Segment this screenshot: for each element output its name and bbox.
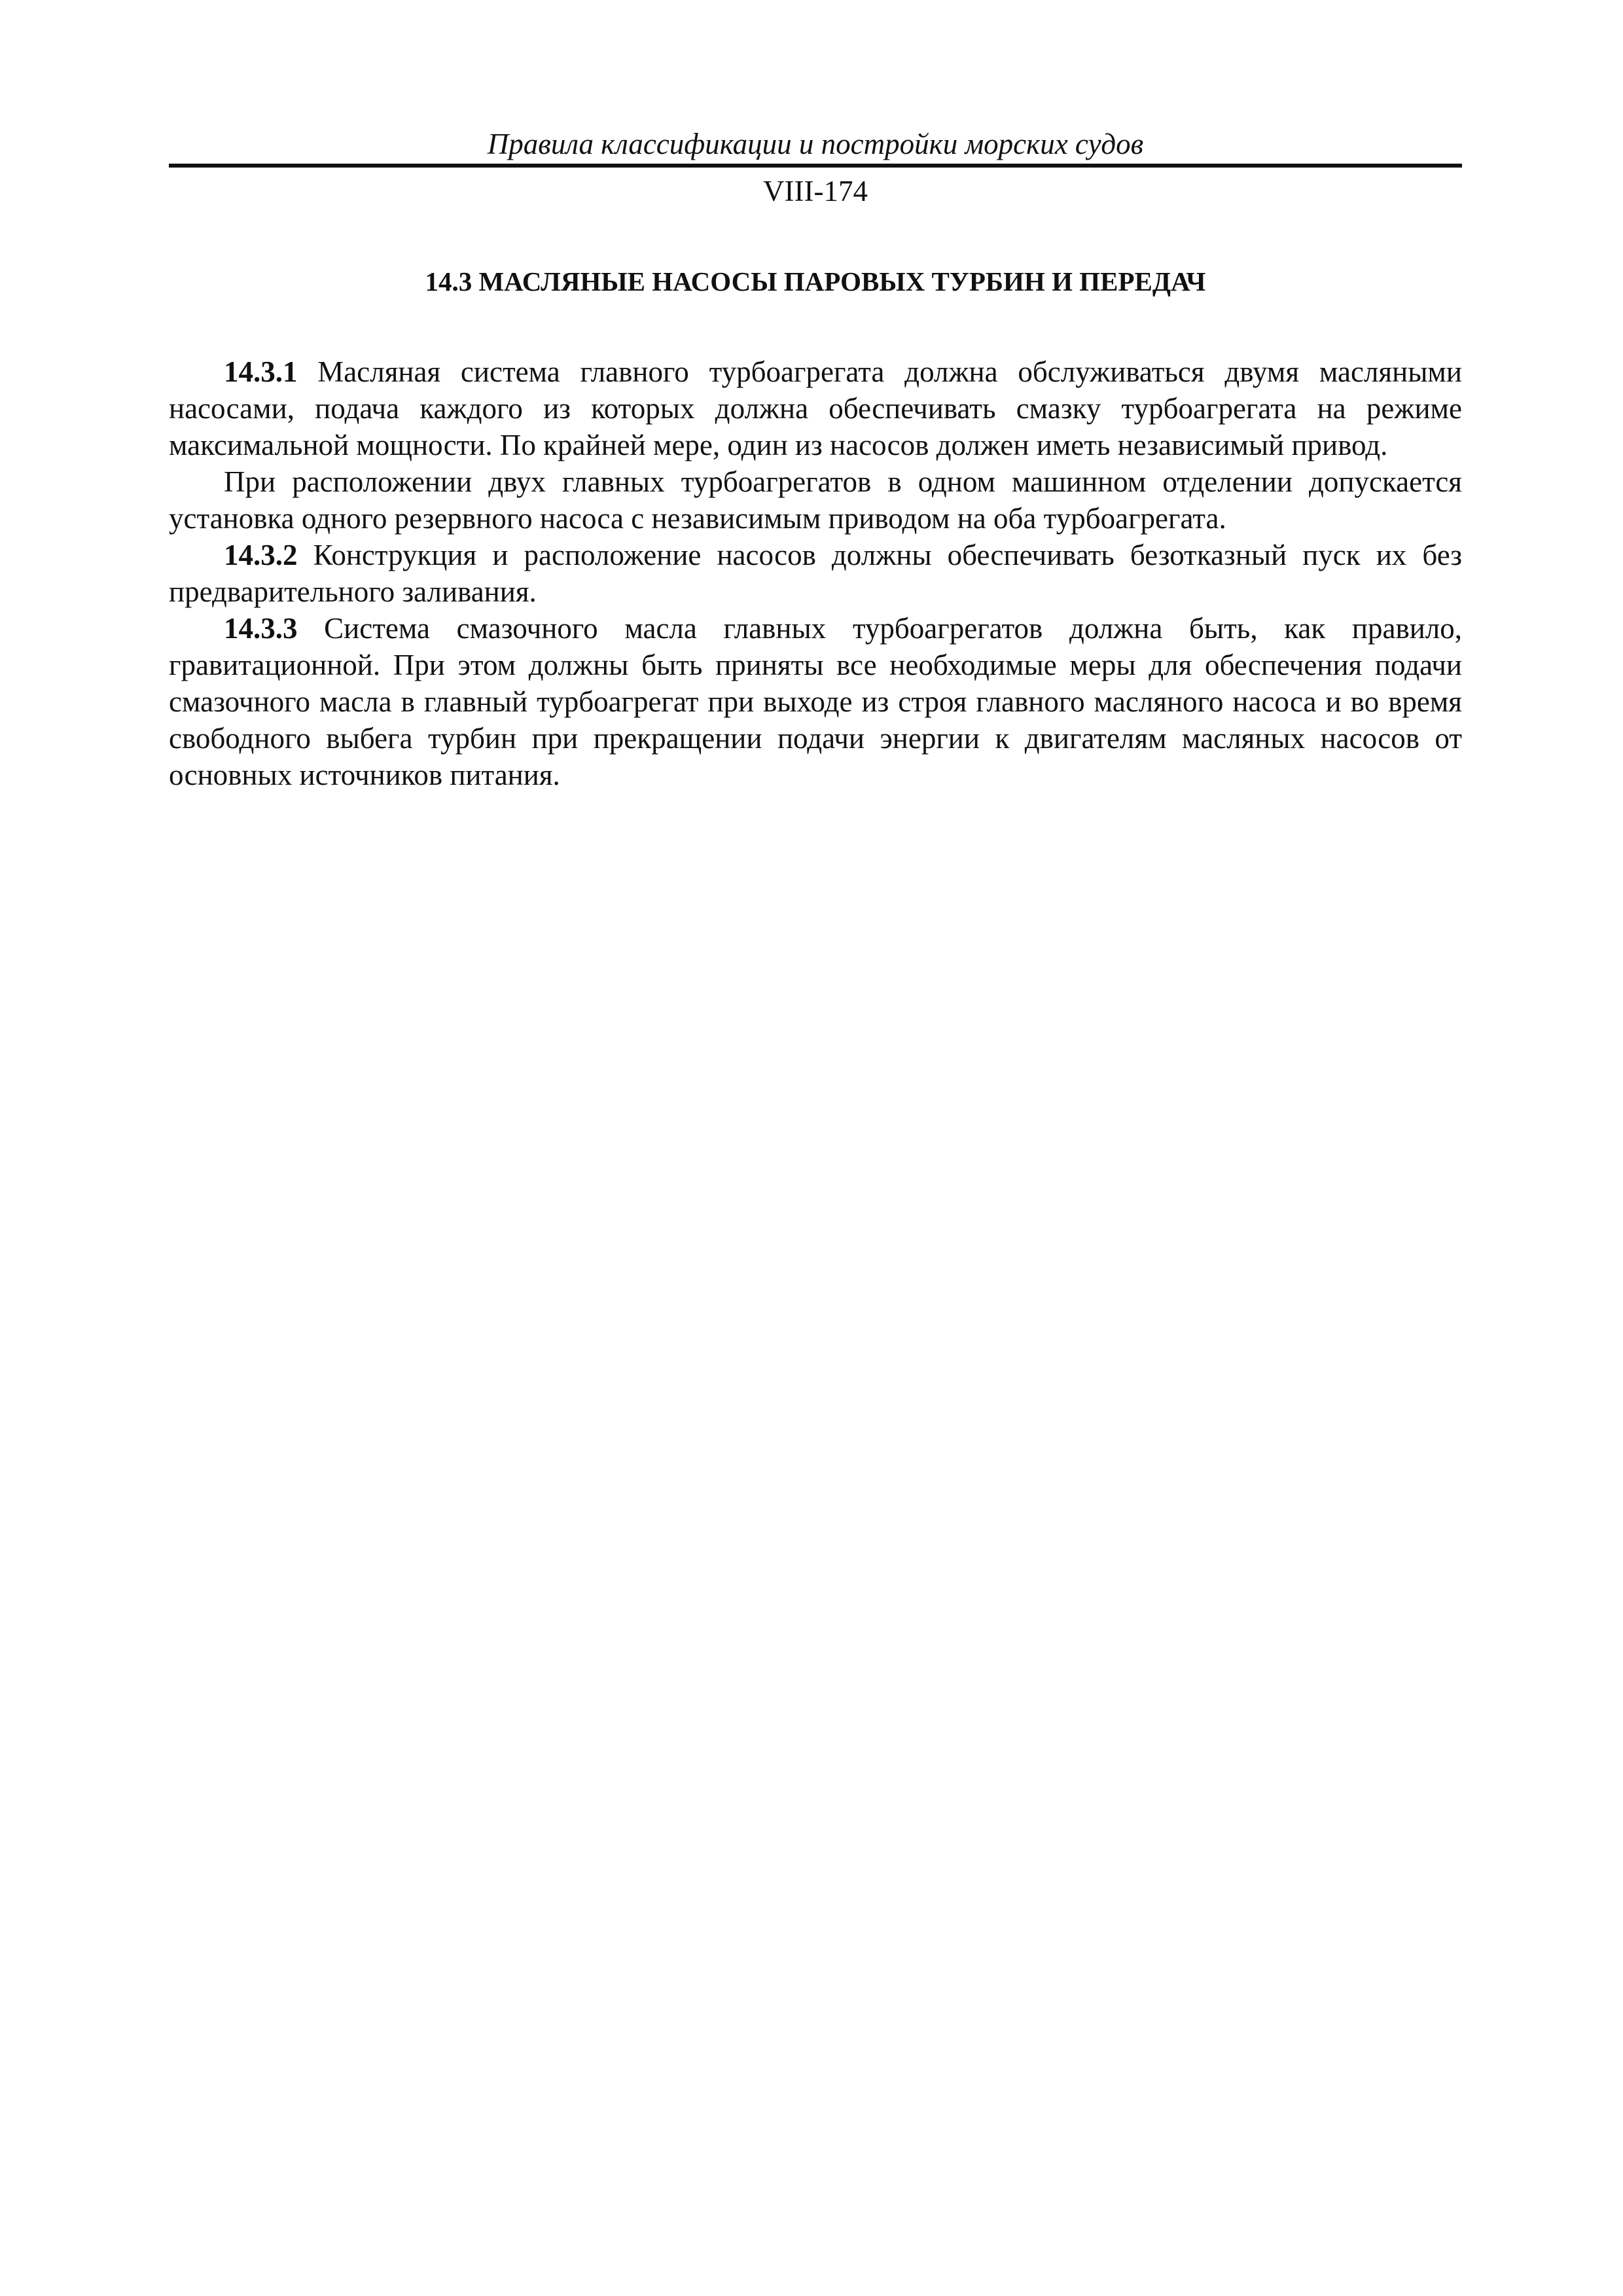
paragraph-14-3-1-continued [169, 463, 1462, 537]
document-page [169, 124, 1462, 793]
header-rule [169, 164, 1462, 168]
paragraph-number: 14.3.2 [224, 539, 298, 571]
paragraph-text: Масляная система главного турбоагрегата должна обслуживаться двумя масляными насосами, подача каждого из которых должна обеспечивать смазку турбоагрегата на режиме максимальной мощности. По крайней мере, один из насосов должен иметь независимый привод. [169, 355, 1462, 461]
document-body [169, 353, 1462, 793]
section-title: 14.3 МАСЛЯНЫЕ НАСОСЫ ПАРОВЫХ ТУРБИН И ПЕРЕДАЧ [425, 266, 1206, 296]
paragraph-14-3-3 [169, 610, 1462, 793]
running-title: Правила классификации и постройки морских судов [487, 128, 1144, 160]
paragraph-number: 14.3.3 [224, 612, 298, 645]
paragraph-number: 14.3.1 [224, 355, 298, 388]
paragraph-text: При расположении двух главных турбоагрегатов в одном машинном отделении допускается установка одного резервного насоса с независимым приводом на оба турбоагрегата. [169, 465, 1462, 535]
paragraph-14-3-2 [169, 537, 1462, 610]
paragraph-text: Конструкция и расположение насосов должны обеспечивать безотказный пуск их без предварительного заливания. [169, 539, 1462, 608]
paragraph-14-3-1 [169, 353, 1462, 463]
page-number: VIII-174 [763, 175, 868, 207]
paragraph-text: Система смазочного масла главных турбоагрегатов должна быть, как правило, гравитационной. При этом должны быть приняты все необходимые меры для обеспечения подачи смазочного масла в главный турбоагрегат при выходе из строя главного масляного насоса и во время свободного выбега турбин при прекращении подачи энергии к двигателям масляных насосов от основных источников питания. [169, 612, 1462, 791]
